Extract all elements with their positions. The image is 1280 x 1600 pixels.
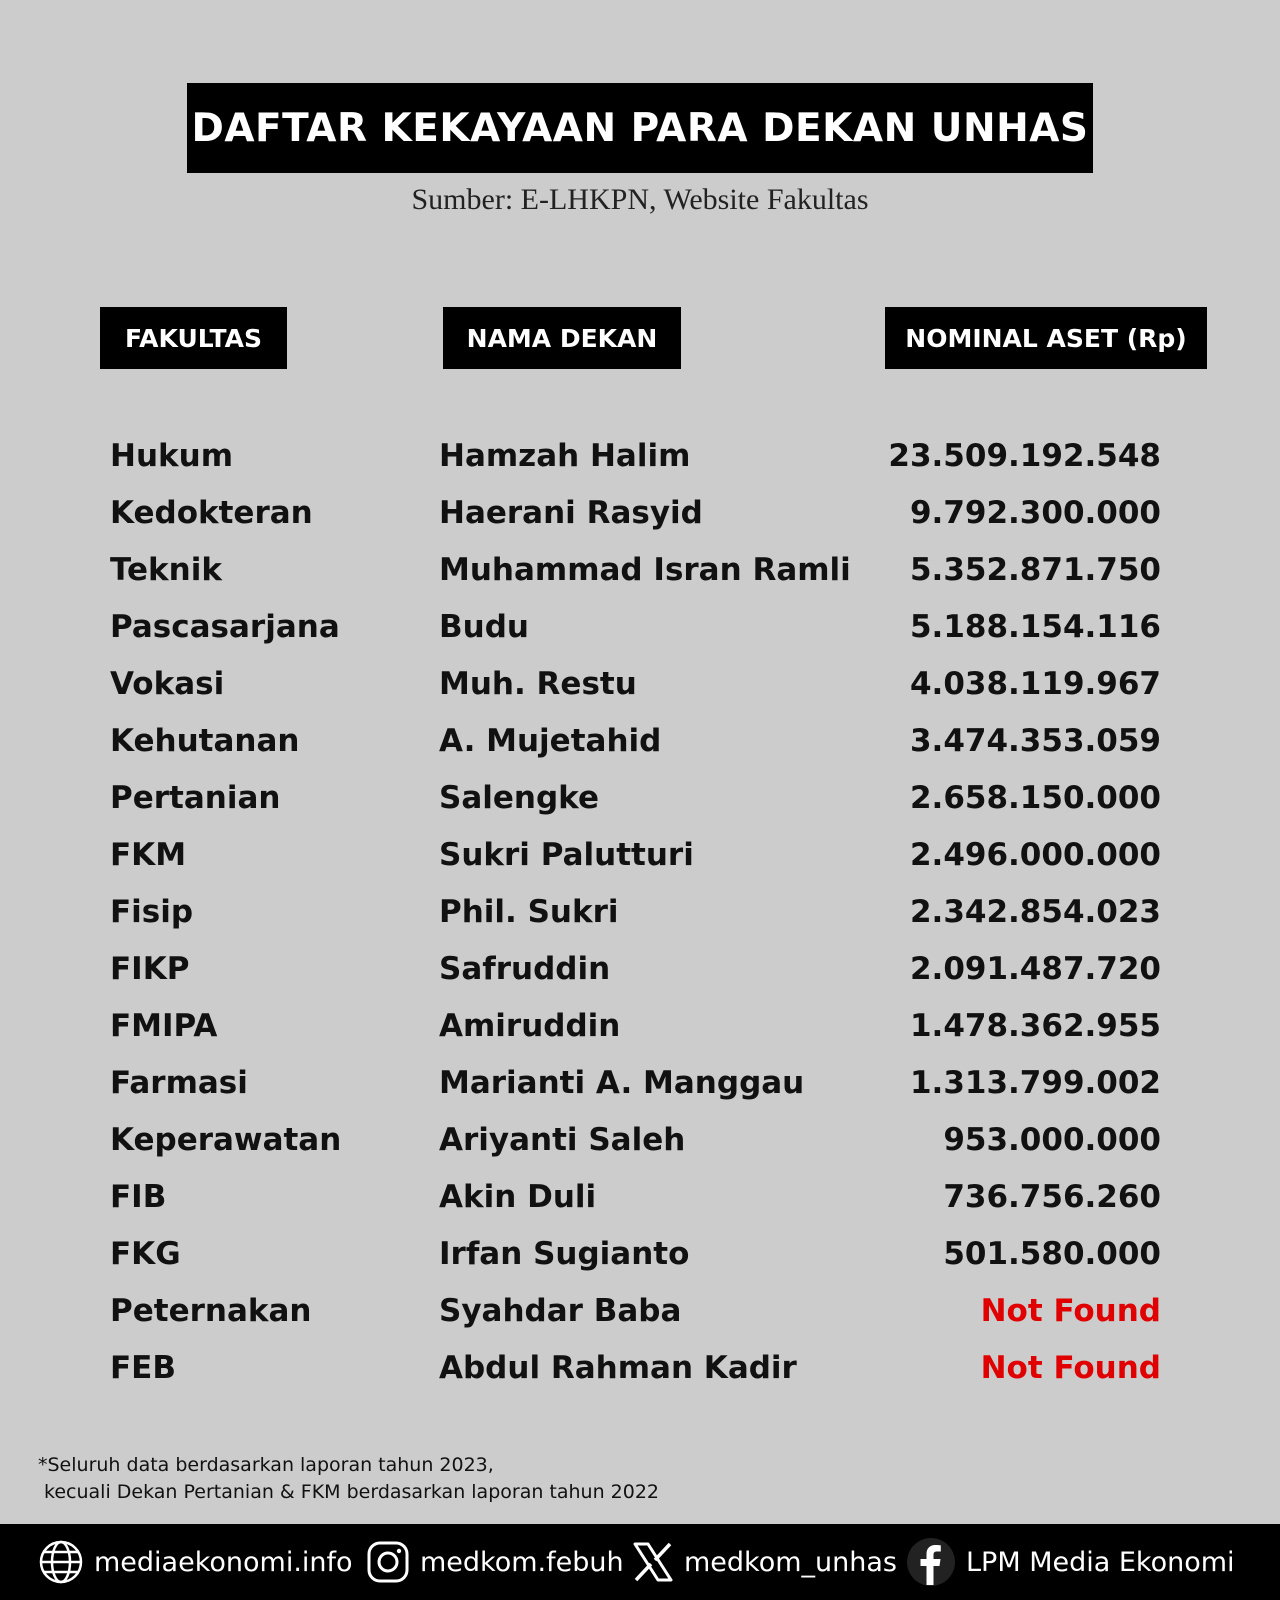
nama-dekan-cell: Sukri Palutturi (439, 837, 694, 873)
table-row (0, 1340, 1280, 1397)
fakultas-cell: Kehutanan (110, 723, 300, 759)
table-row (0, 1169, 1280, 1226)
table-row (0, 656, 1280, 713)
footer-x-label: medkom_unhas (684, 1546, 897, 1578)
header-nama-dekan: NAMA DEKAN (443, 307, 681, 369)
fakultas-cell: Fisip (110, 894, 194, 930)
footer-x[interactable] (632, 1524, 897, 1600)
nominal-aset-cell: Not Found (980, 1293, 1161, 1329)
nominal-aset-cell: 5.188.154.116 (909, 609, 1161, 645)
table-row (0, 428, 1280, 485)
fakultas-cell: FMIPA (110, 1008, 218, 1044)
fakultas-cell: FEB (110, 1350, 176, 1386)
fakultas-cell: Teknik (110, 552, 222, 588)
nama-dekan-cell: Amiruddin (439, 1008, 621, 1044)
nominal-aset-cell: 2.496.000.000 (909, 837, 1161, 873)
fakultas-cell: FKM (110, 837, 187, 873)
table-row (0, 998, 1280, 1055)
fakultas-cell: Peternakan (110, 1293, 312, 1329)
nama-dekan-cell: Haerani Rasyid (439, 495, 703, 531)
table-row (0, 770, 1280, 827)
fakultas-cell: Keperawatan (110, 1122, 342, 1158)
nominal-aset-cell: 1.313.799.002 (909, 1065, 1161, 1101)
fakultas-cell: Pertanian (110, 780, 281, 816)
nama-dekan-cell: Syahdar Baba (439, 1293, 682, 1329)
nominal-aset-cell: 736.756.260 (943, 1179, 1161, 1215)
nominal-aset-cell: 9.792.300.000 (909, 495, 1161, 531)
nama-dekan-cell: Muh. Restu (439, 666, 637, 702)
nama-dekan-cell: Irfan Sugianto (439, 1236, 690, 1272)
nominal-aset-cell: 23.509.192.548 (888, 438, 1161, 474)
header-fakultas: FAKULTAS (100, 307, 287, 369)
table-row (0, 542, 1280, 599)
nama-dekan-cell: Abdul Rahman Kadir (439, 1350, 797, 1386)
facebook-icon (906, 1537, 956, 1587)
fakultas-cell: Pascasarjana (110, 609, 340, 645)
footer-instagram[interactable] (366, 1524, 624, 1600)
fakultas-cell: Kedokteran (110, 495, 313, 531)
fakultas-cell: FKG (110, 1236, 181, 1272)
nama-dekan-cell: Muhammad Isran Ramli (439, 552, 851, 588)
footer-website-label: mediaekonomi.info (94, 1546, 353, 1578)
fakultas-cell: Hukum (110, 438, 234, 474)
nominal-aset-cell: Not Found (980, 1350, 1161, 1386)
table-row (0, 1226, 1280, 1283)
nominal-aset-cell: 501.580.000 (943, 1236, 1161, 1272)
fakultas-cell: Vokasi (110, 666, 225, 702)
dean-wealth-table (0, 428, 1280, 1397)
table-row (0, 1055, 1280, 1112)
table-row (0, 884, 1280, 941)
table-row (0, 485, 1280, 542)
table-row (0, 827, 1280, 884)
footnote-line-2: kecuali Dekan Pertanian & FKM berdasarkan laporan tahun 2022 (38, 1481, 660, 1503)
page-title: DAFTAR KEKAYAAN PARA DEKAN UNHAS (187, 83, 1093, 173)
table-row (0, 599, 1280, 656)
nama-dekan-cell: Ariyanti Saleh (439, 1122, 686, 1158)
nominal-aset-cell: 2.342.854.023 (909, 894, 1161, 930)
nama-dekan-cell: Phil. Sukri (439, 894, 619, 930)
table-row (0, 1283, 1280, 1340)
source-subtitle: Sumber: E-LHKPN, Website Fakultas (411, 183, 869, 216)
fakultas-cell: FIKP (110, 951, 190, 987)
footer-website[interactable] (38, 1524, 353, 1600)
nominal-aset-cell: 2.091.487.720 (909, 951, 1161, 987)
nominal-aset-cell: 3.474.353.059 (909, 723, 1161, 759)
header-nominal-aset: NOMINAL ASET (Rp) (885, 307, 1207, 369)
x-icon (632, 1541, 674, 1583)
footnote (38, 1452, 659, 1506)
nominal-aset-cell: 1.478.362.955 (909, 1008, 1161, 1044)
table-row (0, 941, 1280, 998)
nama-dekan-cell: Safruddin (439, 951, 611, 987)
table-row (0, 713, 1280, 770)
nominal-aset-cell: 5.352.871.750 (909, 552, 1161, 588)
footer-facebook-label: LPM Media Ekonomi (966, 1546, 1235, 1578)
nama-dekan-cell: Hamzah Halim (439, 438, 691, 474)
globe-icon (38, 1539, 84, 1585)
nominal-aset-cell: 2.658.150.000 (909, 780, 1161, 816)
nama-dekan-cell: A. Mujetahid (439, 723, 662, 759)
table-row (0, 1112, 1280, 1169)
footer-instagram-label: medkom.febuh (420, 1546, 624, 1578)
nama-dekan-cell: Marianti A. Manggau (439, 1065, 805, 1101)
nama-dekan-cell: Salengke (439, 780, 599, 816)
nominal-aset-cell: 4.038.119.967 (909, 666, 1161, 702)
footer-facebook[interactable] (906, 1524, 1235, 1600)
instagram-icon (366, 1540, 410, 1584)
footer-bar (0, 1524, 1280, 1600)
fakultas-cell: Farmasi (110, 1065, 248, 1101)
nama-dekan-cell: Budu (439, 609, 529, 645)
fakultas-cell: FIB (110, 1179, 167, 1215)
footnote-line-1: *Seluruh data berdasarkan laporan tahun 2023, (38, 1454, 494, 1476)
nama-dekan-cell: Akin Duli (439, 1179, 597, 1215)
nominal-aset-cell: 953.000.000 (943, 1122, 1161, 1158)
